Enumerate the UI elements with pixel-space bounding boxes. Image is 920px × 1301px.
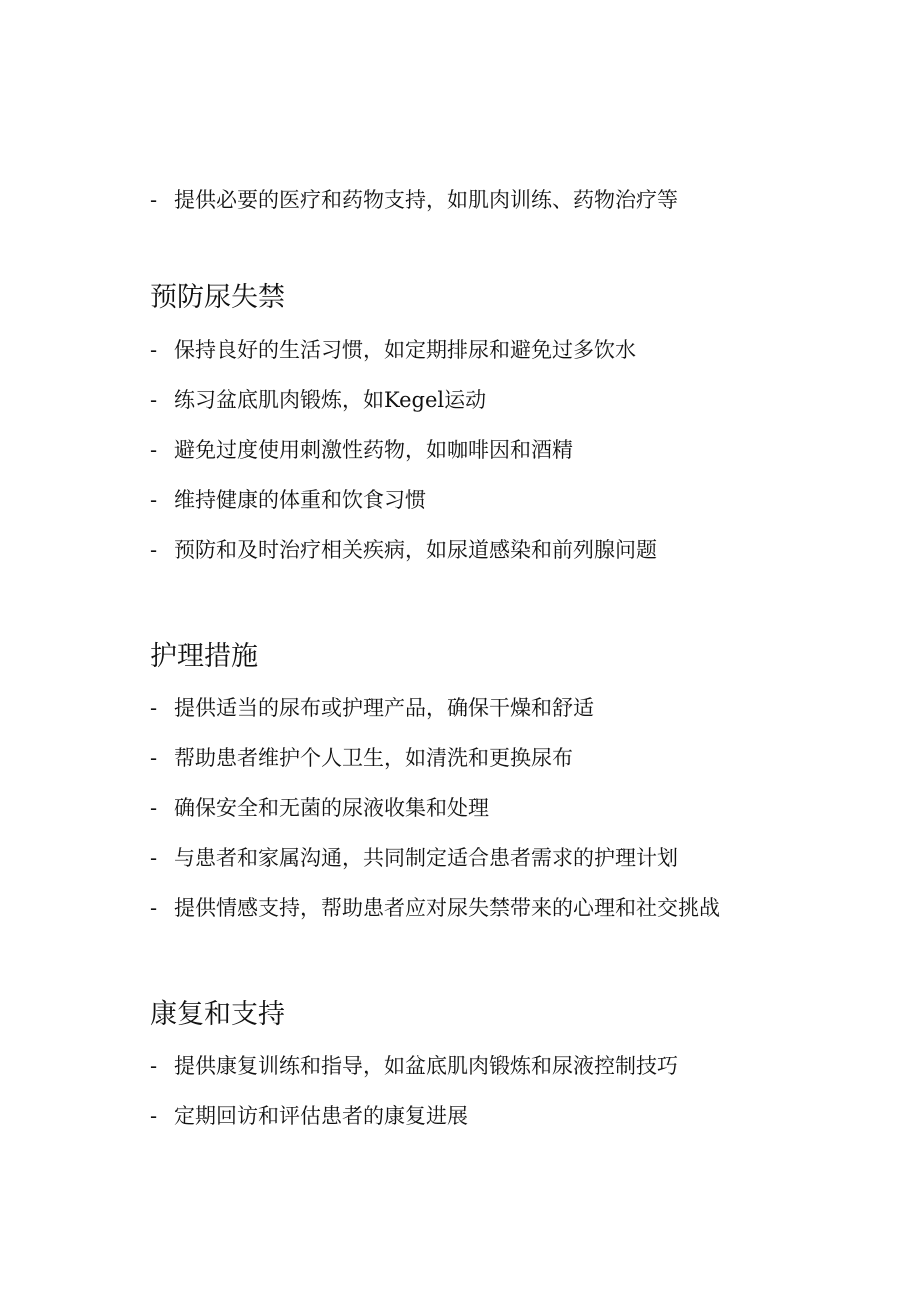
section-heading-prevention: 预防尿失禁 bbox=[150, 282, 285, 313]
bullet-dash: - bbox=[150, 538, 158, 562]
bullet-dash: - bbox=[150, 438, 158, 462]
bullet-dash: - bbox=[150, 696, 158, 720]
bullet-dash: - bbox=[150, 896, 158, 920]
bullet-dash: - bbox=[150, 188, 158, 212]
bullet-dash: - bbox=[150, 846, 158, 870]
list-item bbox=[150, 693, 594, 723]
list-item bbox=[150, 385, 486, 415]
list-item bbox=[150, 743, 573, 773]
list-item bbox=[150, 535, 657, 565]
list-item bbox=[150, 1101, 468, 1131]
bullet-dash: - bbox=[150, 338, 158, 362]
list-item-text: 提供康复训练和指导，如盆底肌肉锻炼和尿液控制技巧 bbox=[174, 1054, 678, 1078]
list-item-text: 预防和及时治疗相关疾病，如尿道感染和前列腺问题 bbox=[174, 538, 657, 562]
section-heading-care: 护理措施 bbox=[150, 641, 258, 672]
list-item bbox=[150, 185, 678, 215]
list-item-text: 定期回访和评估患者的康复进展 bbox=[174, 1104, 468, 1128]
list-item-text: 提供情感支持，帮助患者应对尿失禁带来的心理和社交挑战 bbox=[174, 896, 720, 920]
section-heading-rehab: 康复和支持 bbox=[150, 999, 285, 1030]
list-item bbox=[150, 335, 636, 365]
list-item-text: 避免过度使用刺激性药物，如咖啡因和酒精 bbox=[174, 438, 573, 462]
list-item bbox=[150, 843, 678, 873]
bullet-dash: - bbox=[150, 388, 158, 412]
bullet-dash: - bbox=[150, 1104, 158, 1128]
list-item-text: 维持健康的体重和饮食习惯 bbox=[174, 488, 426, 512]
bullet-dash: - bbox=[150, 1054, 158, 1078]
bullet-dash: - bbox=[150, 796, 158, 820]
list-item-text: 保持良好的生活习惯，如定期排尿和避免过多饮水 bbox=[174, 338, 636, 362]
list-item bbox=[150, 435, 573, 465]
list-item-text: 帮助患者维护个人卫生，如清洗和更换尿布 bbox=[174, 746, 573, 770]
bullet-dash: - bbox=[150, 488, 158, 512]
list-item bbox=[150, 485, 426, 515]
list-item bbox=[150, 1051, 678, 1081]
list-item-text: 练习盆底肌肉锻炼，如Kegel运动 bbox=[174, 388, 487, 412]
list-item-text: 确保安全和无菌的尿液收集和处理 bbox=[174, 796, 489, 820]
list-item bbox=[150, 893, 720, 923]
list-item-text: 提供必要的医疗和药物支持，如肌肉训练、药物治疗等 bbox=[174, 188, 678, 212]
bullet-dash: - bbox=[150, 746, 158, 770]
list-item-text: 提供适当的尿布或护理产品，确保干燥和舒适 bbox=[174, 696, 594, 720]
list-item-text: 与患者和家属沟通，共同制定适合患者需求的护理计划 bbox=[174, 846, 678, 870]
list-item bbox=[150, 793, 489, 823]
